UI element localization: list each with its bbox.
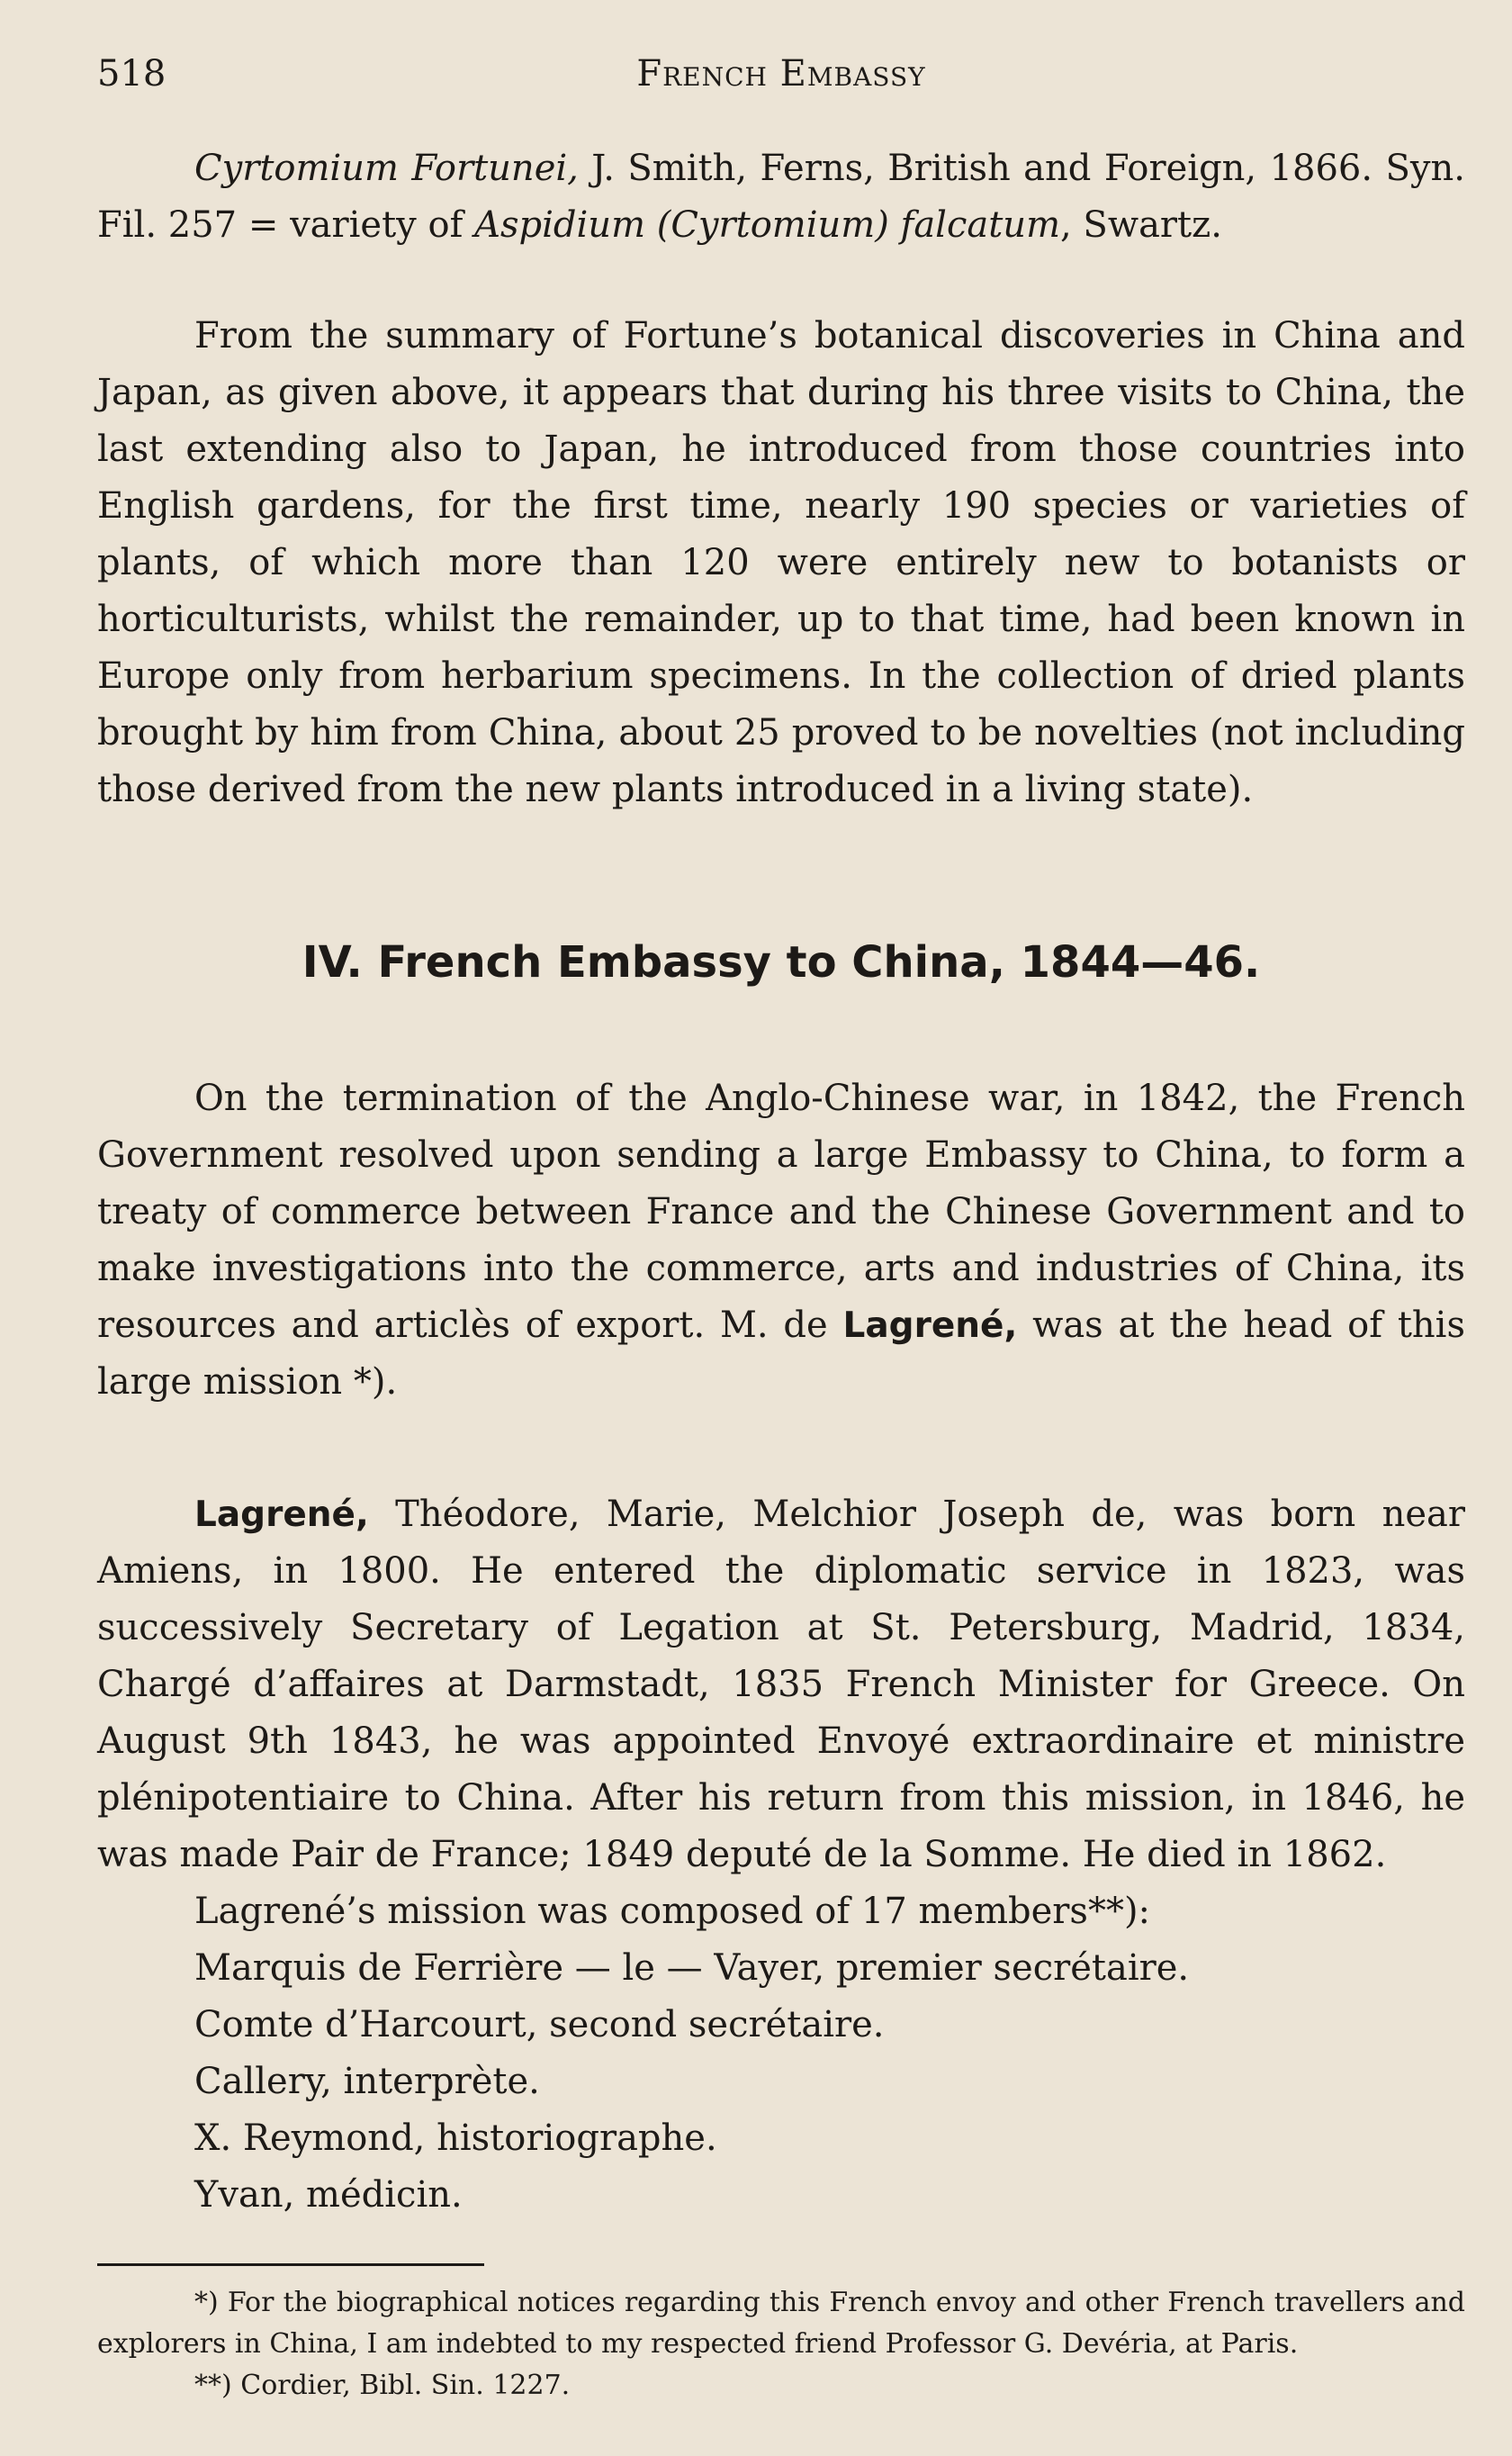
citation-genus: Cyrtomium Fortunei, xyxy=(194,148,579,189)
embassy-text-start: On the termination of the Anglo-Chinese war, in 1842, the French Government resolved upon sending a large Embassy to China, to form a treaty of commerce between France and the Chinese Government and to make investigations into the commerce, arts and industries of China, its resources and articlès of export. M. de xyxy=(97,1078,1465,1346)
citation-text: J. Smith, Ferns, British and Foreign, 1866. Syn. Fil. 257 = variety of xyxy=(97,148,1465,246)
mission-line: Callery, interprète. xyxy=(194,2061,540,2102)
citation-author: , Swartz. xyxy=(1060,204,1222,246)
lagrene-biography-text: Théodore, Marie, Melchior Joseph de, was born near Amiens, in 1800. He entered the diplomatic service in 1823, was successively Secretary of Legation at St. Petersburg, Madrid, 1834, Chargé d’affaires at Darmstadt, 1835 French Minister for Greece. On August 9th 1843, he was appointed Envoyé extraordinaire et ministre plénipotentiaire to China. After his return from this mission, in 1846, he was made Pair de France; 1849 deputé de la Somme. He died in 1862. xyxy=(97,1494,1465,1875)
citation-paragraph xyxy=(97,140,1465,254)
citation-species: Aspidium (Cyrtomium) falcatum xyxy=(474,204,1060,246)
mission-member-list xyxy=(97,1883,1465,2224)
page-body xyxy=(97,140,1465,2406)
footnotes xyxy=(97,2282,1465,2406)
mission-line: X. Reymond, historiographe. xyxy=(194,2117,717,2159)
lagrene-biography-paragraph xyxy=(97,1486,1465,1883)
lagrene-name-inline: Lagrené, xyxy=(842,1305,1018,1346)
footnote-1: *) For the biographical notices regarding this French envoy and other French travellers and explorers in China, I am indebted to my respected friend Professor G. Devéria, at Paris. xyxy=(97,2287,1465,2360)
section-heading: IV. French Embassy to China, 1844—46. xyxy=(302,937,1261,988)
page-number: 518 xyxy=(97,53,166,95)
embassy-paragraph xyxy=(97,1070,1465,1411)
running-title: French Embassy xyxy=(636,53,926,95)
embassy-text-end: was at the head of this large mission *). xyxy=(97,1305,1465,1403)
fortune-summary-paragraph: From the summary of Fortune’s botanical discoveries in China and Japan, as given above, it appears that during his three visits to China, the last extending also to Japan, he introduced from those countries into English gardens, for the first time, nearly 190 species or varieties of plants, of which more than 120 were entirely new to botanists or horticulturists, whilst the remainder, up to that time, had been known in Europe only from herbarium specimens. In the collection of dried plants brought by him from China, about 25 proved to be novelties (not including those derived from the new plants introduced in a living state). xyxy=(97,315,1465,810)
footnote-rule xyxy=(97,2263,484,2266)
footnote-2: **) Cordier, Bibl. Sin. 1227. xyxy=(194,2370,571,2401)
lagrene-name: Lagrené, xyxy=(194,1494,369,1535)
mission-line: Marquis de Ferrière — le — Vayer, premier secrétaire. xyxy=(194,1947,1190,1989)
page-header xyxy=(97,47,1465,101)
mission-line: Yvan, médicin. xyxy=(194,2174,463,2216)
mission-line: Comte d’Harcourt, second secrétaire. xyxy=(194,2004,885,2045)
mission-line: Lagrené’s mission was composed of 17 members**): xyxy=(194,1891,1151,1932)
